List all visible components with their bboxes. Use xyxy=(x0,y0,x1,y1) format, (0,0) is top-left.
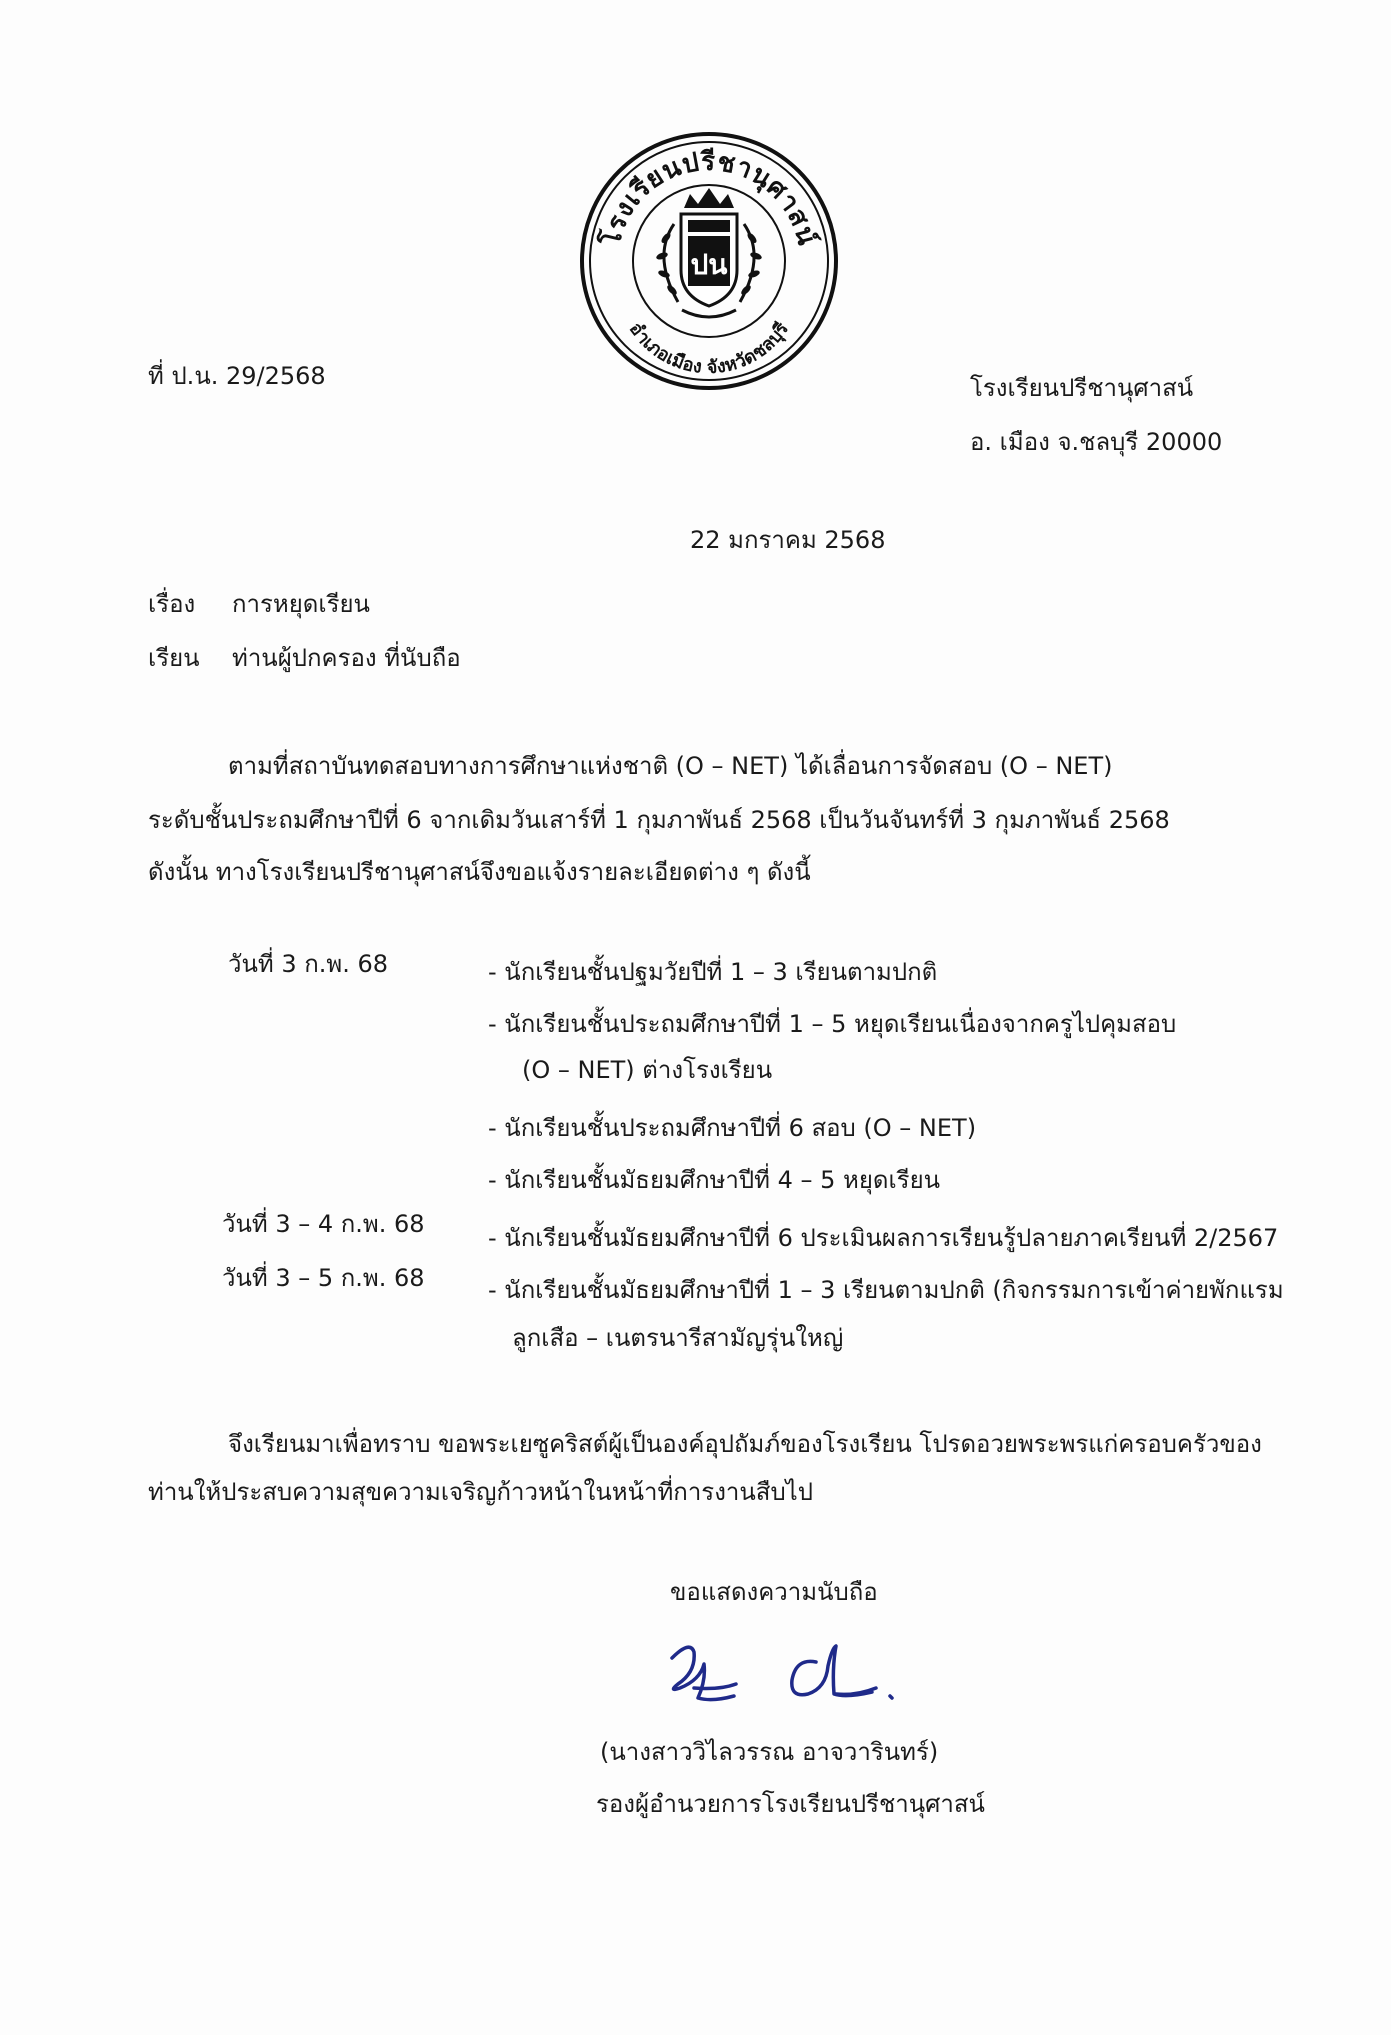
intro-line-2: ระดับชั้นประถมศึกษาปีที่ 6 จากเดิมวันเสาร์ที่ 1 กุมภาพันธ์ 2568 เป็นวันจันทร์ที่ 3 กุมภาพันธ์ 2568 xyxy=(148,806,1170,834)
sender-address: อ. เมือง จ.ชลบุรี 20000 xyxy=(970,428,1223,456)
sender-school-name: โรงเรียนปรีชานุศาสน์ xyxy=(970,374,1194,402)
school-seal-logo xyxy=(578,130,840,392)
recipient-label: เรียน xyxy=(148,644,200,672)
closing-line-2: ท่านให้ประสบความสุขความเจริญก้าวหน้าในหน้าที่การงานสืบไป xyxy=(148,1478,813,1506)
schedule-item: - นักเรียนชั้นประถมศึกษาปีที่ 1 – 5 หยุดเรียนเนื่องจากครูไปคุมสอบ xyxy=(488,1010,1177,1038)
letter-date: 22 มกราคม 2568 xyxy=(690,526,886,554)
schedule-item: - นักเรียนชั้นมัธยมศึกษาปีที่ 4 – 5 หยุดเรียน xyxy=(488,1166,941,1194)
svg-text:อำเภอเมือง จังหวัดชลบุรี xyxy=(625,319,793,379)
reference-number: ที่ ป.น. 29/2568 xyxy=(148,362,326,390)
schedule-item: - นักเรียนชั้นมัธยมศึกษาปีที่ 1 – 3 เรียนตามปกติ (กิจกรรมการเข้าค่ายพักแรม xyxy=(488,1276,1284,1304)
seal-bottom-text: อำเภอเมือง จังหวัดชลบุรี xyxy=(624,318,793,379)
recipient-value: ท่านผู้ปกครอง ที่นับถือ xyxy=(232,644,461,672)
schedule-item: - นักเรียนชั้นประถมศึกษาปีที่ 6 สอบ (O – NET) xyxy=(488,1114,977,1142)
seal-emblem-letters: ปน xyxy=(690,248,728,281)
subject-value: การหยุดเรียน xyxy=(232,590,370,618)
handwritten-signature xyxy=(650,1618,920,1728)
signer-name: (นางสาววิไลวรรณ อาจวารินทร์) xyxy=(600,1738,939,1766)
schedule-item: ลูกเสือ – เนตรนารีสามัญรุ่นใหญ่ xyxy=(512,1324,844,1352)
intro-line-1: ตามที่สถาบันทดสอบทางการศึกษาแห่งชาติ (O – NET) ได้เลื่อนการจัดสอบ (O – NET) xyxy=(228,752,1113,780)
schedule-item: (O – NET) ต่างโรงเรียน xyxy=(522,1056,773,1084)
schedule-date: วันที่ 3 ก.พ. 68 xyxy=(228,950,389,978)
schedule-item: - นักเรียนชั้นปฐมวัยปีที่ 1 – 3 เรียนตามปกติ xyxy=(488,958,938,986)
schedule-date: วันที่ 3 – 4 ก.พ. 68 xyxy=(222,1210,425,1238)
schedule-date: วันที่ 3 – 5 ก.พ. 68 xyxy=(222,1264,425,1292)
schedule-item: - นักเรียนชั้นมัธยมศึกษาปีที่ 6 ประเมินผลการเรียนรู้ปลายภาคเรียนที่ 2/2567 xyxy=(488,1224,1279,1252)
closing-line-1: จึงเรียนมาเพื่อทราบ ขอพระเยซูคริสต์ผู้เป็นองค์อุปถัมภ์ของโรงเรียน โปรดอวยพระพรแก่ครอบครัวของ xyxy=(228,1430,1262,1458)
intro-line-3: ดังนั้น ทางโรงเรียนปรีชานุศาสน์จึงขอแจ้งรายละเอียดต่าง ๆ ดังนี้ xyxy=(148,858,811,886)
seal-top-text: โรงเรียนปรีชานุศาสน์ xyxy=(596,146,822,249)
signer-position: รองผู้อำนวยการโรงเรียนปรีชานุศาสน์ xyxy=(596,1790,985,1818)
salutation: ขอแสดงความนับถือ xyxy=(670,1578,878,1606)
subject-label: เรื่อง xyxy=(148,590,196,618)
